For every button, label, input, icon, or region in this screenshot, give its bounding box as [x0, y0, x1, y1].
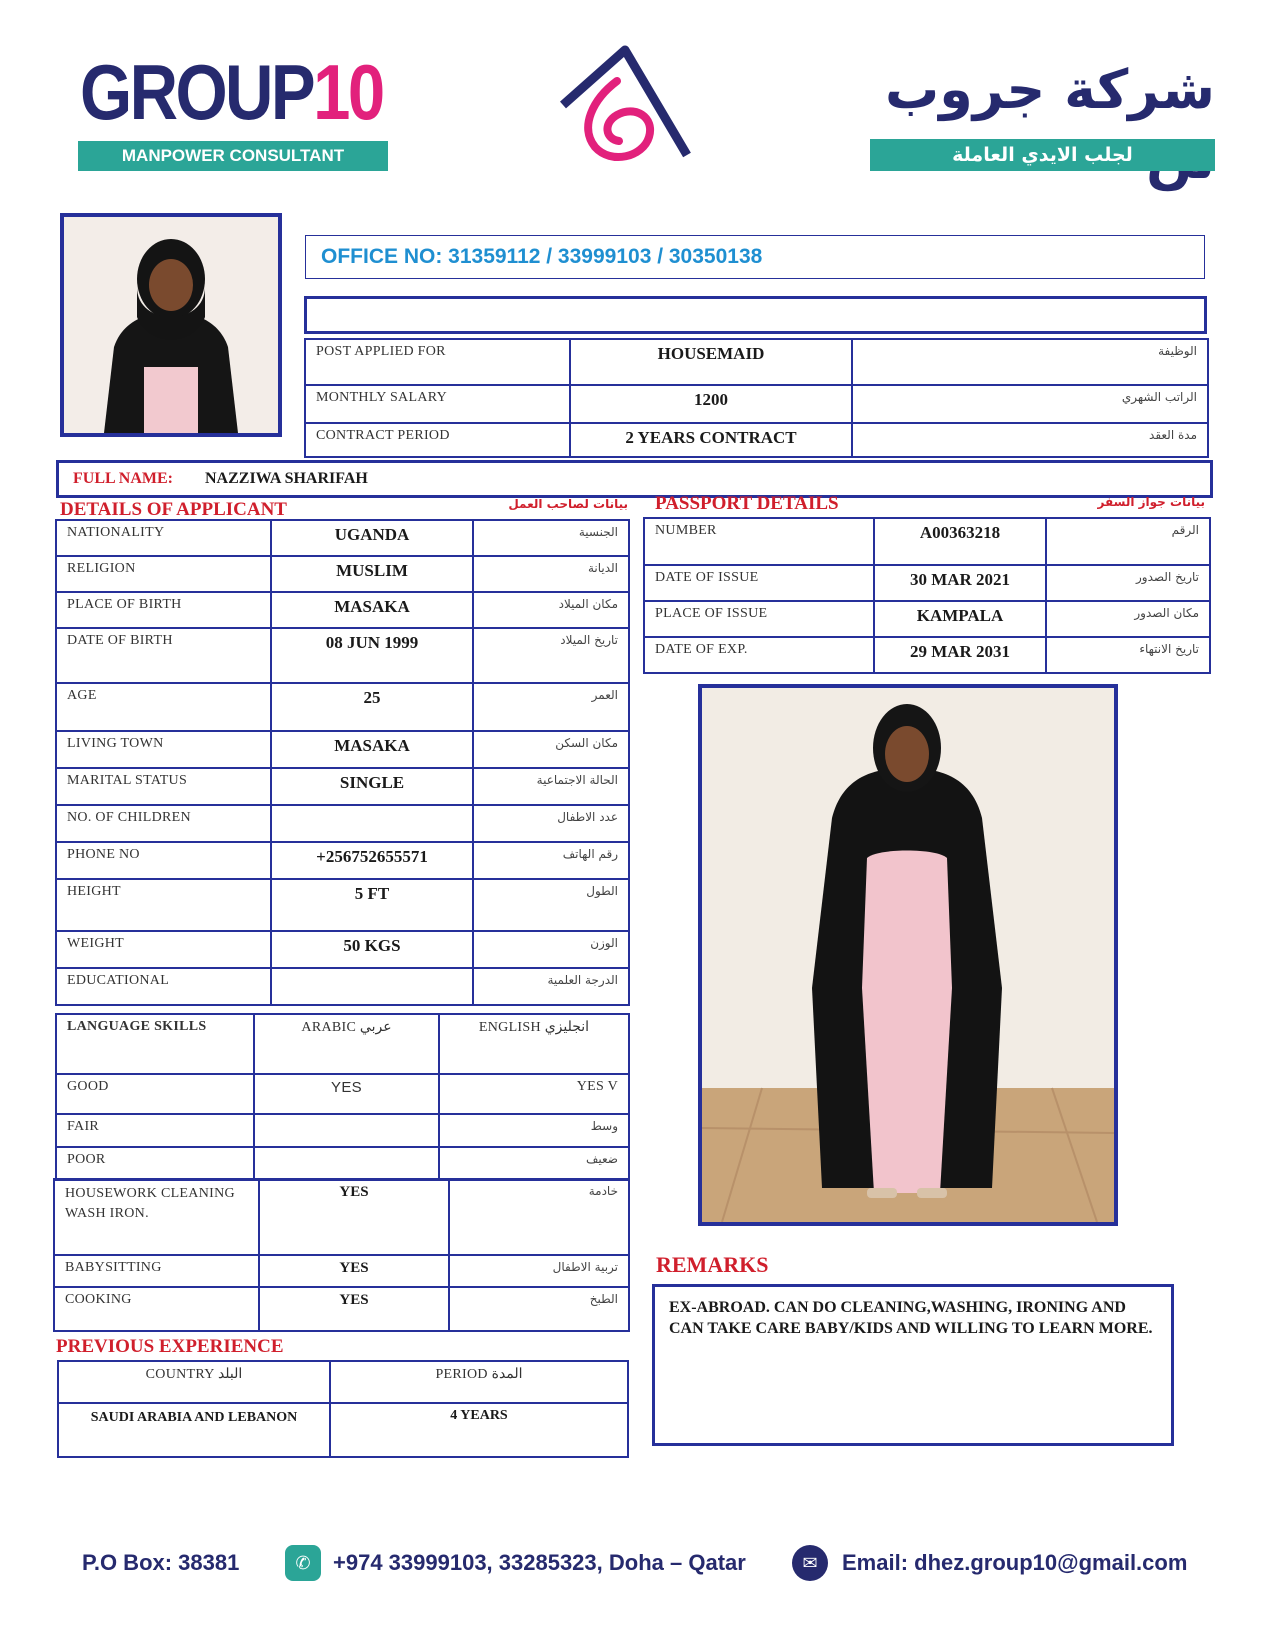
applicant-full-body-photo: [698, 684, 1118, 1226]
weight-label: WEIGHT: [56, 931, 271, 968]
full-name-box: [56, 460, 1213, 498]
religion-value: MUSLIM: [271, 556, 473, 592]
applicant-section-title: DETAILS OF APPLICANT: [60, 499, 287, 520]
english-poor-value: ضعيف: [439, 1147, 629, 1180]
contract-label: CONTRACT PERIOD: [305, 423, 570, 457]
table-row: [644, 637, 1210, 673]
applicant-section-arabic-title: بيانات لصاحب العمل: [508, 497, 628, 511]
table-row: [56, 879, 629, 931]
religion-arabic: الديانة: [473, 556, 629, 592]
remarks-box: [652, 1284, 1174, 1446]
babysitting-value: YES: [259, 1255, 449, 1287]
full-name-value: NAZZIWA SHARIFAH: [205, 470, 368, 487]
table-row: [56, 592, 629, 628]
office-numbers: OFFICE NO: 31359112 / 33999103 / 30350138: [305, 235, 1205, 279]
period-column-header: PERIOD المدة: [330, 1361, 628, 1403]
table-row: [58, 1403, 628, 1457]
living-town-label: LIVING TOWN: [56, 731, 271, 768]
age-value: 25: [271, 683, 473, 731]
phone-label: PHONE NO: [56, 842, 271, 879]
passport-table: [643, 517, 1211, 674]
table-row: [305, 423, 1208, 457]
issue-place-arabic: مكان الصدور: [1046, 601, 1210, 637]
experience-section-title: PREVIOUS EXPERIENCE: [56, 1336, 284, 1357]
expiry-date-value: 29 MAR 2031: [874, 637, 1046, 673]
height-label: HEIGHT: [56, 879, 271, 931]
table-row: [56, 931, 629, 968]
religion-label: RELIGION: [56, 556, 271, 592]
experience-period: 4 YEARS: [330, 1403, 628, 1457]
height-value: 5 FT: [271, 879, 473, 931]
footer-email: Email: dhez.group10@gmail.com: [842, 1550, 1188, 1575]
country-column-header: COUNTRY البلد: [58, 1361, 330, 1403]
passport-section-title: PASSPORT DETAILS: [655, 493, 839, 514]
expiry-date-label: DATE OF EXP.: [644, 637, 874, 673]
post-table: [304, 338, 1209, 458]
cooking-arabic: الطبخ: [449, 1287, 629, 1331]
table-row: [54, 1287, 629, 1331]
remarks-text: EX-ABROAD. CAN DO CLEANING,WASHING, IRONING AND CAN TAKE CARE BABY/KIDS AND WILLING TO LEARN MORE.: [669, 1299, 1153, 1337]
housework-arabic: خادمة: [449, 1179, 629, 1255]
place-of-birth-value: MASAKA: [271, 592, 473, 628]
table-row: [644, 565, 1210, 601]
experience-country: SAUDI ARABIA AND LEBANON: [58, 1403, 330, 1457]
nationality-label: NATIONALITY: [56, 520, 271, 556]
group10-emblem-icon: [555, 45, 695, 165]
children-value: [271, 805, 473, 842]
english-fair-value: وسط: [439, 1114, 629, 1147]
post-label: POST APPLIED FOR: [305, 339, 570, 385]
arabic-column-header: ARABIC عربي: [254, 1014, 439, 1074]
table-row: [56, 556, 629, 592]
fair-label: FAIR: [56, 1114, 254, 1147]
table-row: [54, 1255, 629, 1287]
salary-value: 1200: [570, 385, 852, 423]
post-arabic-label: الوظيفة: [852, 339, 1208, 385]
arabic-fair-value: [254, 1114, 439, 1147]
weight-value: 50 KGS: [271, 931, 473, 968]
date-of-birth-value: 08 JUN 1999: [271, 628, 473, 683]
nationality-arabic: الجنسية: [473, 520, 629, 556]
housework-label: HOUSEWORK CLEANING WASH IRON.: [54, 1179, 259, 1255]
expiry-date-arabic: تاريخ الانتهاء: [1046, 637, 1210, 673]
age-arabic: العمر: [473, 683, 629, 731]
place-of-birth-arabic: مكان الميلاد: [473, 592, 629, 628]
babysitting-label: BABYSITTING: [54, 1255, 259, 1287]
applicant-table: [55, 519, 630, 1006]
living-town-value: MASAKA: [271, 731, 473, 768]
education-value: [271, 968, 473, 1005]
contract-arabic-label: مدة العقد: [852, 423, 1208, 457]
table-row: [58, 1361, 628, 1403]
date-of-birth-label: DATE OF BIRTH: [56, 628, 271, 683]
babysitting-arabic: تربية الاطفال: [449, 1255, 629, 1287]
issue-date-arabic: تاريخ الصدور: [1046, 565, 1210, 601]
table-row: [644, 601, 1210, 637]
table-row: [305, 385, 1208, 423]
salary-arabic-label: الراتب الشهري: [852, 385, 1208, 423]
table-row: [56, 1074, 629, 1114]
table-row: [56, 1014, 629, 1074]
full-name-label: FULL NAME:: [73, 470, 173, 487]
salary-label: MONTHLY SALARY: [305, 385, 570, 423]
issue-place-label: PLACE OF ISSUE: [644, 601, 874, 637]
issue-date-label: DATE OF ISSUE: [644, 565, 874, 601]
phone-arabic: رقم الهاتف: [473, 842, 629, 879]
table-row: [305, 339, 1208, 385]
post-value: HOUSEMAID: [570, 339, 852, 385]
passport-number-arabic: الرقم: [1046, 518, 1210, 565]
table-row: [56, 768, 629, 805]
envelope-icon: ✉: [792, 1545, 828, 1581]
english-column-header: ENGLISH انجليزي: [439, 1014, 629, 1074]
passport-section-arabic-title: بيانات جواز السفر: [1097, 495, 1205, 509]
living-town-arabic: مكان السكن: [473, 731, 629, 768]
applicant-portrait-photo: [60, 213, 282, 437]
arabic-subtitle-banner: لجلب الايدي العاملة: [870, 139, 1215, 171]
arabic-poor-value: [254, 1147, 439, 1180]
date-of-birth-arabic: تاريخ الميلاد: [473, 628, 629, 683]
english-good-value: YES V: [439, 1074, 629, 1114]
language-table: [55, 1013, 630, 1181]
issue-date-value: 30 MAR 2021: [874, 565, 1046, 601]
table-row: [56, 731, 629, 768]
arabic-good-value: YES: [254, 1074, 439, 1114]
experience-table: [57, 1360, 629, 1458]
marital-status-label: MARITAL STATUS: [56, 768, 271, 805]
table-row: [54, 1179, 629, 1255]
cooking-value: YES: [259, 1287, 449, 1331]
table-row: [56, 1147, 629, 1180]
phone-value: +256752655571: [271, 842, 473, 879]
height-arabic: الطول: [473, 879, 629, 931]
weight-arabic: الوزن: [473, 931, 629, 968]
table-row: [56, 520, 629, 556]
cooking-label: COOKING: [54, 1287, 259, 1331]
table-row: [56, 805, 629, 842]
footer-phone: +974 33999103, 33285323, Doha – Qatar: [333, 1550, 746, 1575]
education-label: EDUCATIONAL: [56, 968, 271, 1005]
children-label: NO. OF CHILDREN: [56, 805, 271, 842]
good-label: GOOD: [56, 1074, 254, 1114]
marital-status-value: SINGLE: [271, 768, 473, 805]
table-row: [56, 1114, 629, 1147]
language-skills-header: LANGUAGE SKILLS: [56, 1014, 254, 1074]
remarks-section-title: REMARKS: [656, 1252, 769, 1277]
housework-value: YES: [259, 1179, 449, 1255]
education-arabic: الدرجة العلمية: [473, 968, 629, 1005]
table-row: [56, 628, 629, 683]
blank-header-box: [304, 296, 1207, 334]
place-of-birth-label: PLACE OF BIRTH: [56, 592, 271, 628]
passport-number-label: NUMBER: [644, 518, 874, 565]
group10-arabic-logo-text: شركة جروب: [885, 58, 1215, 121]
group10-logo-text: GROUP10: [80, 48, 383, 136]
marital-status-arabic: الحالة الاجتماعية: [473, 768, 629, 805]
po-box: P.O Box: 38381: [82, 1550, 240, 1575]
age-label: AGE: [56, 683, 271, 731]
passport-number-value: A00363218: [874, 518, 1046, 565]
nationality-value: UGANDA: [271, 520, 473, 556]
table-row: [56, 683, 629, 731]
poor-label: POOR: [56, 1147, 254, 1180]
table-row: [56, 842, 629, 879]
contract-value: 2 YEARS CONTRACT: [570, 423, 852, 457]
table-row: [56, 968, 629, 1005]
whatsapp-icon: ✆: [285, 1545, 321, 1581]
manpower-consultant-banner: MANPOWER CONSULTANT: [78, 141, 388, 171]
skills-table: [53, 1178, 630, 1332]
children-arabic: عدد الاطفال: [473, 805, 629, 842]
issue-place-value: KAMPALA: [874, 601, 1046, 637]
table-row: [644, 518, 1210, 565]
